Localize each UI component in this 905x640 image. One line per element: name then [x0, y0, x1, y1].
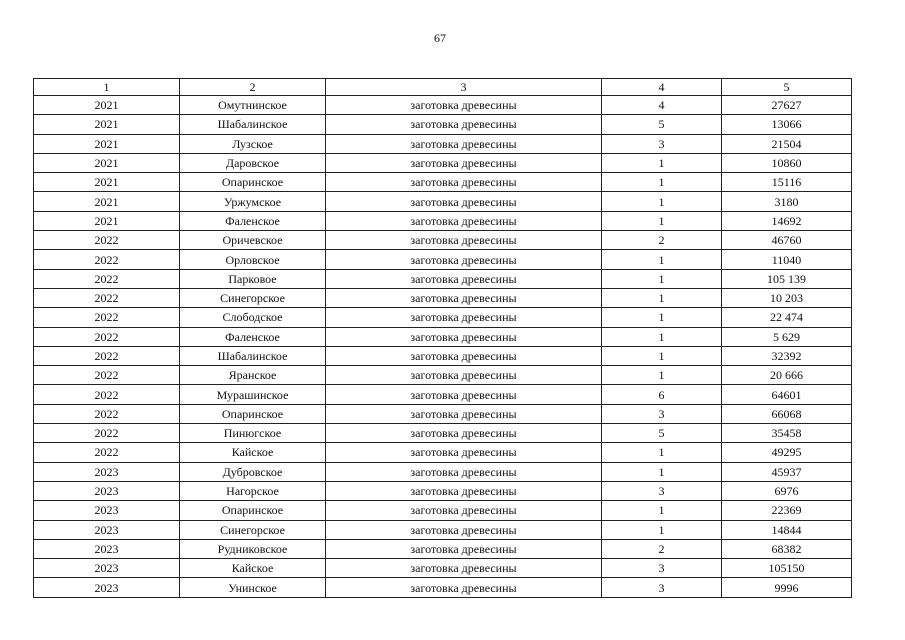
activity-cell: заготовка древесины: [326, 501, 602, 520]
activity-cell: заготовка древесины: [326, 539, 602, 558]
table-row: [34, 559, 852, 578]
table-row: [34, 520, 852, 539]
value-cell: 14844: [722, 520, 852, 539]
activity-cell: заготовка древесины: [326, 134, 602, 153]
year-cell: 2023: [34, 578, 180, 597]
value-cell: 20 666: [722, 366, 852, 385]
activity-cell: заготовка древесины: [326, 462, 602, 481]
value-cell: 46760: [722, 231, 852, 250]
table-row: [34, 250, 852, 269]
count-cell: 1: [602, 501, 722, 520]
value-cell: 22369: [722, 501, 852, 520]
table-row: [34, 231, 852, 250]
district-cell: Парковое: [180, 269, 326, 288]
district-cell: Рудниковское: [180, 539, 326, 558]
count-cell: 1: [602, 269, 722, 288]
count-cell: 1: [602, 308, 722, 327]
data-table: [33, 78, 852, 598]
count-cell: 5: [602, 115, 722, 134]
value-cell: 22 474: [722, 308, 852, 327]
year-cell: 2023: [34, 462, 180, 481]
year-cell: 2023: [34, 481, 180, 500]
district-cell: Опаринское: [180, 501, 326, 520]
count-cell: 1: [602, 346, 722, 365]
table-row: [34, 211, 852, 230]
activity-cell: заготовка древесины: [326, 269, 602, 288]
value-cell: 14692: [722, 211, 852, 230]
year-cell: 2021: [34, 173, 180, 192]
district-cell: Опаринское: [180, 173, 326, 192]
activity-cell: заготовка древесины: [326, 366, 602, 385]
value-cell: 32392: [722, 346, 852, 365]
table-row: [34, 481, 852, 500]
activity-cell: заготовка древесины: [326, 192, 602, 211]
activity-cell: заготовка древесины: [326, 559, 602, 578]
value-cell: 21504: [722, 134, 852, 153]
table-row: [34, 269, 852, 288]
year-cell: 2022: [34, 308, 180, 327]
value-cell: 66068: [722, 404, 852, 423]
value-cell: 13066: [722, 115, 852, 134]
count-cell: 3: [602, 559, 722, 578]
count-cell: 3: [602, 404, 722, 423]
district-cell: Шабалинское: [180, 115, 326, 134]
activity-cell: заготовка древесины: [326, 308, 602, 327]
district-cell: Даровское: [180, 153, 326, 172]
value-cell: 10 203: [722, 288, 852, 307]
activity-cell: заготовка древесины: [326, 96, 602, 115]
table-row: [34, 501, 852, 520]
district-cell: Фаленское: [180, 327, 326, 346]
year-cell: 2022: [34, 385, 180, 404]
activity-cell: заготовка древесины: [326, 404, 602, 423]
count-cell: 1: [602, 288, 722, 307]
activity-cell: заготовка древесины: [326, 231, 602, 250]
activity-cell: заготовка древесины: [326, 424, 602, 443]
year-cell: 2022: [34, 346, 180, 365]
table-row: [34, 115, 852, 134]
value-cell: 5 629: [722, 327, 852, 346]
district-cell: Мурашинское: [180, 385, 326, 404]
activity-cell: заготовка древесины: [326, 250, 602, 269]
district-cell: Оричевское: [180, 231, 326, 250]
count-cell: 3: [602, 134, 722, 153]
district-cell: Омутнинское: [180, 96, 326, 115]
year-cell: 2021: [34, 96, 180, 115]
district-cell: Шабалинское: [180, 346, 326, 365]
table-row: [34, 404, 852, 423]
year-cell: 2023: [34, 501, 180, 520]
count-cell: 2: [602, 231, 722, 250]
year-cell: 2021: [34, 192, 180, 211]
count-cell: 1: [602, 327, 722, 346]
table-body: [34, 79, 852, 598]
value-cell: 10860: [722, 153, 852, 172]
count-cell: 2: [602, 539, 722, 558]
value-cell: 15116: [722, 173, 852, 192]
value-cell: 27627: [722, 96, 852, 115]
table-row: [34, 366, 852, 385]
count-cell: 1: [602, 462, 722, 481]
year-cell: 2022: [34, 327, 180, 346]
count-cell: 1: [602, 443, 722, 462]
district-cell: Слободское: [180, 308, 326, 327]
district-cell: Кайское: [180, 559, 326, 578]
value-cell: 45937: [722, 462, 852, 481]
year-cell: 2022: [34, 288, 180, 307]
count-cell: 1: [602, 366, 722, 385]
count-cell: 1: [602, 211, 722, 230]
value-cell: 49295: [722, 443, 852, 462]
activity-cell: заготовка древесины: [326, 288, 602, 307]
year-cell: 2021: [34, 115, 180, 134]
table-row: [34, 327, 852, 346]
column-header: 2: [180, 79, 326, 96]
count-cell: 4: [602, 96, 722, 115]
district-cell: Дубровское: [180, 462, 326, 481]
value-cell: 105 139: [722, 269, 852, 288]
year-cell: 2021: [34, 134, 180, 153]
table-row: [34, 173, 852, 192]
value-cell: 11040: [722, 250, 852, 269]
year-cell: 2022: [34, 424, 180, 443]
district-cell: Лузское: [180, 134, 326, 153]
column-header: 3: [326, 79, 602, 96]
count-cell: 3: [602, 481, 722, 500]
year-cell: 2022: [34, 366, 180, 385]
value-cell: 6976: [722, 481, 852, 500]
table-row: [34, 346, 852, 365]
table-row: [34, 462, 852, 481]
district-cell: Пинюгское: [180, 424, 326, 443]
district-cell: Синегорское: [180, 520, 326, 539]
year-cell: 2022: [34, 404, 180, 423]
value-cell: 64601: [722, 385, 852, 404]
table-row: [34, 578, 852, 597]
value-cell: 68382: [722, 539, 852, 558]
activity-cell: заготовка древесины: [326, 443, 602, 462]
table-row: [34, 443, 852, 462]
district-cell: Уржумское: [180, 192, 326, 211]
district-cell: Унинское: [180, 578, 326, 597]
table-row: [34, 424, 852, 443]
table-row: [34, 134, 852, 153]
district-cell: Яранское: [180, 366, 326, 385]
district-cell: Фаленское: [180, 211, 326, 230]
activity-cell: заготовка древесины: [326, 327, 602, 346]
year-cell: 2021: [34, 153, 180, 172]
year-cell: 2022: [34, 231, 180, 250]
activity-cell: заготовка древесины: [326, 346, 602, 365]
value-cell: 9996: [722, 578, 852, 597]
count-cell: 1: [602, 192, 722, 211]
value-cell: 105150: [722, 559, 852, 578]
count-cell: 5: [602, 424, 722, 443]
activity-cell: заготовка древесины: [326, 153, 602, 172]
column-header: 1: [34, 79, 180, 96]
table-row: [34, 96, 852, 115]
activity-cell: заготовка древесины: [326, 520, 602, 539]
count-cell: 1: [602, 173, 722, 192]
year-cell: 2022: [34, 443, 180, 462]
activity-cell: заготовка древесины: [326, 578, 602, 597]
count-cell: 6: [602, 385, 722, 404]
count-cell: 1: [602, 520, 722, 539]
year-cell: 2023: [34, 520, 180, 539]
activity-cell: заготовка древесины: [326, 481, 602, 500]
page-number: 67: [434, 31, 446, 45]
count-cell: 1: [602, 153, 722, 172]
table-row: [34, 192, 852, 211]
district-cell: Кайское: [180, 443, 326, 462]
district-cell: Орловское: [180, 250, 326, 269]
count-cell: 1: [602, 250, 722, 269]
activity-cell: заготовка древесины: [326, 115, 602, 134]
district-cell: Опаринское: [180, 404, 326, 423]
table-row: [34, 308, 852, 327]
table-row: [34, 385, 852, 404]
table-row: [34, 539, 852, 558]
count-cell: 3: [602, 578, 722, 597]
activity-cell: заготовка древесины: [326, 385, 602, 404]
table-row: [34, 288, 852, 307]
year-cell: 2023: [34, 539, 180, 558]
table-row: [34, 153, 852, 172]
value-cell: 3180: [722, 192, 852, 211]
column-header: 4: [602, 79, 722, 96]
district-cell: Нагорское: [180, 481, 326, 500]
year-cell: 2022: [34, 269, 180, 288]
table-header-row: [34, 79, 852, 96]
value-cell: 35458: [722, 424, 852, 443]
activity-cell: заготовка древесины: [326, 173, 602, 192]
year-cell: 2021: [34, 211, 180, 230]
column-header: 5: [722, 79, 852, 96]
year-cell: 2022: [34, 250, 180, 269]
activity-cell: заготовка древесины: [326, 211, 602, 230]
year-cell: 2023: [34, 559, 180, 578]
district-cell: Синегорское: [180, 288, 326, 307]
